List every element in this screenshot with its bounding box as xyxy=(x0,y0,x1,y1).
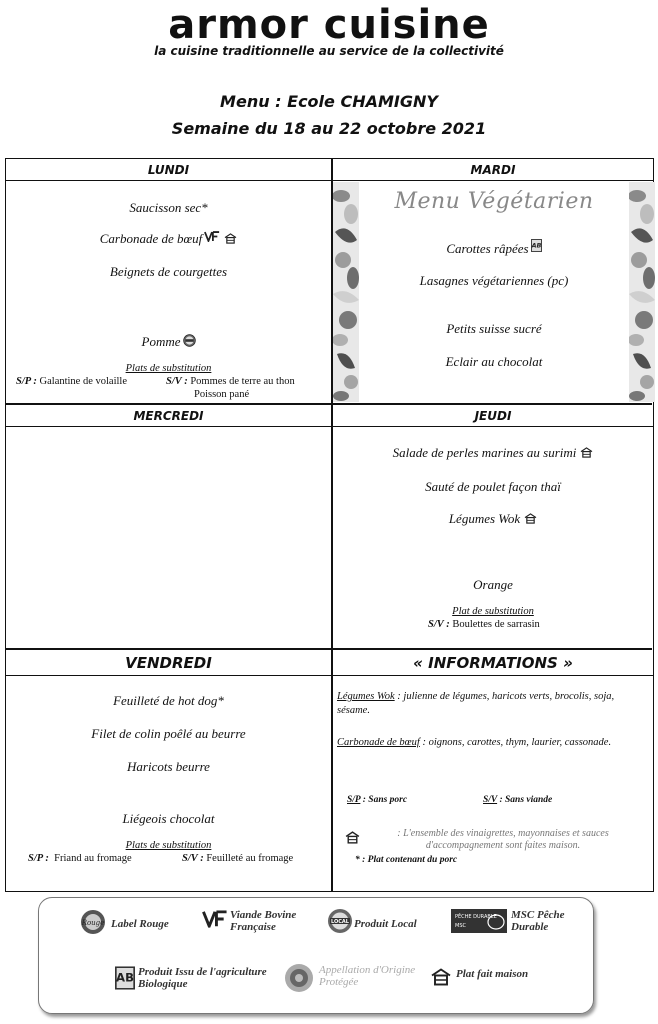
informations-title: « INFORMATIONS » xyxy=(333,650,653,676)
day-header-jeudi: JEUDI xyxy=(333,405,653,427)
day-header-mardi: MARDI xyxy=(333,159,653,181)
legend-label-rouge: Label Rouge xyxy=(111,918,169,930)
info-sp: S/P : Sans porc xyxy=(347,795,408,805)
svg-text:Rouge: Rouge xyxy=(81,919,105,927)
info-pork-note: * : Plat contenant du porc xyxy=(355,855,458,865)
msc-icon xyxy=(451,909,507,933)
informations-cell xyxy=(333,650,653,891)
svg-text:MSC: MSC xyxy=(455,923,466,929)
day-header-mercredi: MERCREDI xyxy=(6,405,331,427)
substitution-sp: S/P : Galantine de volaille xyxy=(16,376,127,387)
dish-item: Beignets de courgettes xyxy=(109,264,228,279)
dish-item: Sauté de poulet façon thaï xyxy=(425,479,561,494)
dish-item: Pomme xyxy=(6,334,331,350)
dish-item: Eclair au chocolat xyxy=(445,354,543,369)
viande-bovine-icon xyxy=(202,910,228,928)
info-house-note: : L'ensemble des vinaigrettes, mayonnaises et sauces d'accompagnement sont faites maison. xyxy=(397,828,609,851)
dish-item: Haricots beurre xyxy=(127,759,210,774)
house-made-icon xyxy=(224,233,237,244)
house-made-icon xyxy=(580,447,593,458)
svg-text:LOCAL: LOCAL xyxy=(331,919,349,925)
dish-item: Légumes Wok xyxy=(333,511,653,527)
substitution-sv: S/V : Boulettes de sarrasin xyxy=(428,619,540,630)
dish-item: Salade de perles marines au surimi xyxy=(333,445,653,461)
substitution-title: Plat de substitution xyxy=(452,606,534,617)
dish-item: Liégeois chocolat xyxy=(122,811,215,826)
organic-ab-icon xyxy=(115,966,135,990)
svg-text:PÊCHE DURABLE: PÊCHE DURABLE xyxy=(455,914,497,920)
organic-ab-icon xyxy=(531,239,542,252)
substitution-sp: S/P : Friand au fromage xyxy=(28,853,132,864)
dish-item: Saucisson sec* xyxy=(129,200,208,215)
local-product-icon xyxy=(327,908,353,934)
info-sv: S/V : Sans viande xyxy=(483,795,553,805)
local-product-icon xyxy=(183,334,196,347)
label-rouge-icon xyxy=(79,908,107,936)
vegetarian-menu-logo: Menu Végétarien xyxy=(394,189,594,214)
legend-bio: Produit Issu de l'agriculture Biologique xyxy=(138,966,267,990)
day-cell-mercredi xyxy=(6,405,331,648)
menu-title: Menu : Ecole CHAMIGNY xyxy=(220,92,438,111)
dish-item: Petits suisse sucré xyxy=(446,321,542,336)
labels-legend xyxy=(38,897,594,1014)
day-header-vendredi: VENDREDI xyxy=(6,650,331,676)
brand-name: armor cuisine xyxy=(168,2,490,48)
legend-viande-bovine: Viande Bovine Française xyxy=(230,909,297,933)
substitution-title: Plats de substitution xyxy=(125,363,212,374)
menu-grid xyxy=(5,158,654,892)
vegetable-border-left xyxy=(333,181,359,403)
brand-tagline: la cuisine traditionnelle au service de la collectivité xyxy=(154,44,504,58)
legend-aop: Appellation d'Origine Protégée xyxy=(319,964,416,988)
dish-item: Lasagnes végétariennes (pc) xyxy=(419,273,569,288)
substitution-sv-2: Poisson pané xyxy=(194,389,250,400)
week-title: Semaine du 18 au 22 octobre 2021 xyxy=(171,119,487,138)
info-carbonade: Carbonade de bœuf : oignons, carottes, thym, laurier, cassonade. xyxy=(337,737,612,748)
substitution-title: Plats de substitution xyxy=(125,840,212,851)
mardi-menu-body xyxy=(359,181,629,403)
day-cell-vendredi xyxy=(6,650,331,891)
dish-item: Carbonade de bœuf xyxy=(6,231,331,247)
house-made-icon xyxy=(524,513,537,524)
day-cell-jeudi xyxy=(333,405,653,648)
dish-item: Orange xyxy=(473,577,513,592)
info-wok: Légumes Wok : julienne de légumes, haricots verts, brocolis, soja, sésame. xyxy=(337,691,615,716)
dish-item: Filet de colin poêlé au beurre xyxy=(91,726,246,741)
house-made-icon xyxy=(345,831,360,844)
day-header-lundi: LUNDI xyxy=(6,159,331,181)
day-cell-lundi xyxy=(6,159,331,403)
grid-column-divider xyxy=(331,159,333,891)
legend-produit-local: Produit Local xyxy=(354,918,417,930)
dish-item: Feuilleté de hot dog* xyxy=(113,693,224,708)
dish-item: Carottes râpées xyxy=(359,239,629,257)
aop-icon xyxy=(283,962,315,994)
substitution-sv: S/V : Pommes de terre au thon xyxy=(166,376,295,387)
substitution-sv: S/V : Feuilleté au fromage xyxy=(182,853,294,864)
legend-fait-maison: Plat fait maison xyxy=(456,968,529,980)
house-made-icon xyxy=(430,968,452,986)
legend-msc: MSC Pêche Durable xyxy=(511,909,565,933)
vegetable-border-right xyxy=(629,181,655,403)
viande-bovine-icon xyxy=(204,231,220,242)
day-cell-mardi xyxy=(333,159,653,403)
